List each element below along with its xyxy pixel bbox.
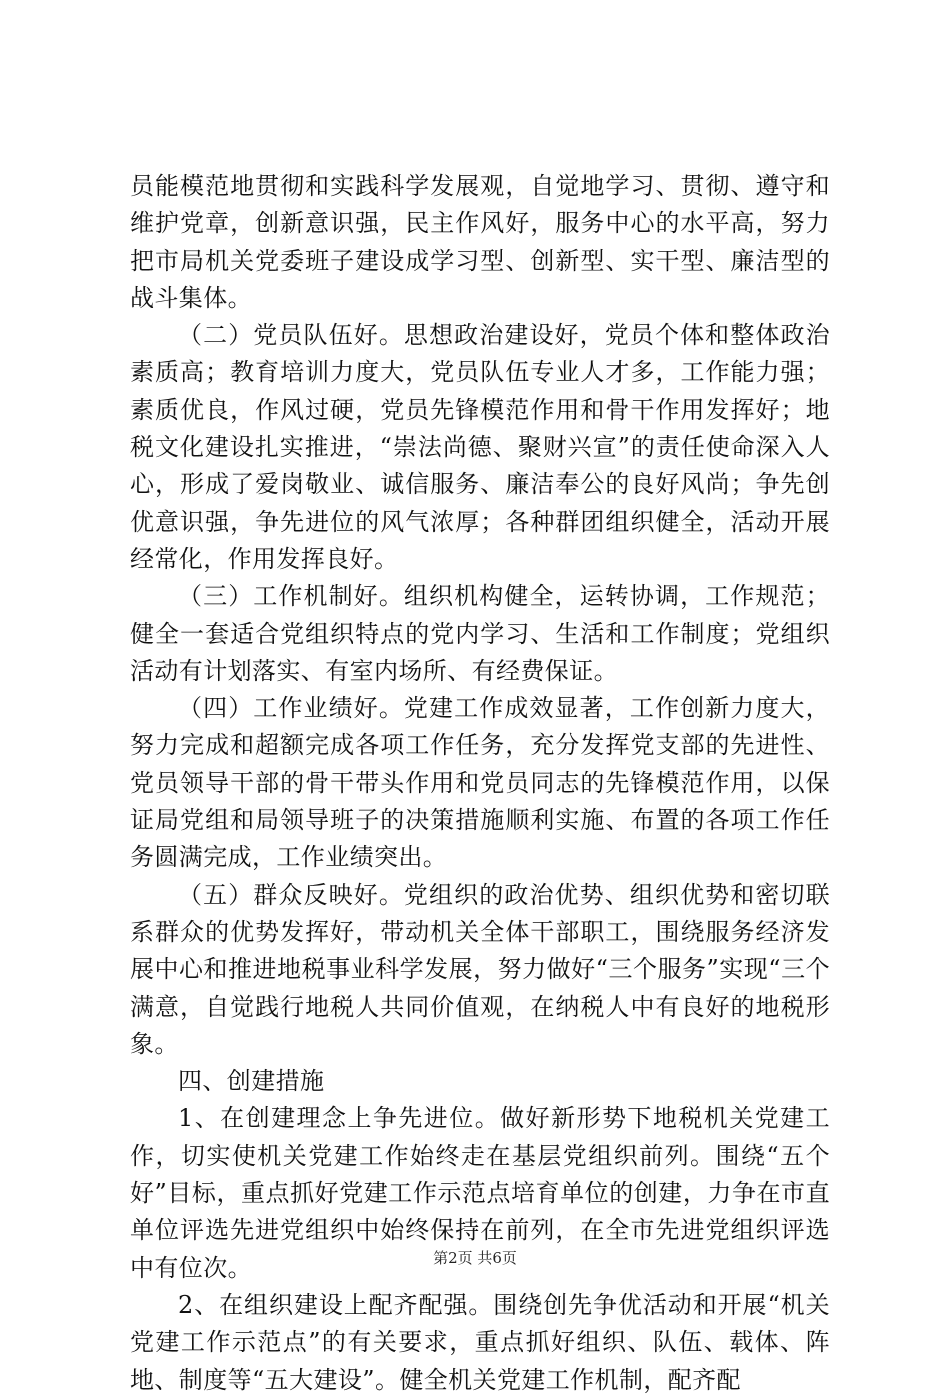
section-heading: 四、创建措施 (178, 1067, 325, 1096)
paragraph-3: （三）工作机制好。组织机构健全，运转协调，工作规范；健全一套适合党组织特点的党内学习、生活和工作制度；党组织活动有计划落实、有室内场所、有经费保证。 (130, 582, 830, 685)
paragraph-7: 1、在创建理念上争先进位。做好新形势下地税机关党建工作，切实使机关党建工作始终走在基层党组织前列。围绕“五个好”目标，重点抓好党建工作示范点培育单位的创建，力争在市直单位评选先进党组织中始终保持在前列，在全市先进党组织评选中有位次。 (130, 1104, 830, 1282)
paragraph-2: （二）党员队伍好。思想政治建设好，党员个体和整体政治素质高；教育培训力度大，党员队伍专业人才多，工作能力强；素质优良，作风过硬，党员先锋模范作用和骨干作用发挥好；地税文化建设扎实推进，“崇法尚德、聚财兴宣”的责任使命深入人心，形成了爱岗敬业、诚信服务、廉洁奉公的良好风尚；争先创优意识强，争先进位的风气浓厚；各种群团组织健全，活动开展经常化，作用发挥良好。 (130, 321, 830, 573)
paragraph-1: 员能模范地贯彻和实践科学发展观，自觉地学习、贯彻、遵守和维护党章，创新意识强，民主作风好，服务中心的水平高，努力把市局机关党委班子建设成学习型、创新型、实干型、廉洁型的战斗集体。 (130, 172, 830, 312)
paragraph-4: （四）工作业绩好。党建工作成效显著，工作创新力度大，努力完成和超额完成各项工作任务，充分发挥党支部的先进性、党员领导干部的骨干带头作用和党员同志的先锋模范作用，以保证局党组和局领导班子的决策措施顺利实施、布置的各项工作任务圆满完成，工作业绩突出。 (130, 694, 830, 872)
paragraph-5: （五）群众反映好。党组织的政治优势、组织优势和密切联系群众的优势发挥好，带动机关全体干部职工，围绕服务经济发展中心和推进地税事业科学发展，努力做好“三个服务”实现“三个满意，自觉践行地税人共同价值观，在纳税人中有良好的地税形象。 (130, 880, 830, 1058)
document-body (130, 168, 830, 1399)
page-footer (0, 1248, 950, 1268)
page-number-label: 第2页 共6页 (433, 1249, 517, 1267)
paragraph-8: 2、在组织建设上配齐配强。围绕创先争优活动和开展“机关党建工作示范点”的有关要求，重点抓好组织、队伍、载体、阵地、制度等“五大建设”。健全机关党建工作机制，配齐配 (130, 1290, 830, 1394)
